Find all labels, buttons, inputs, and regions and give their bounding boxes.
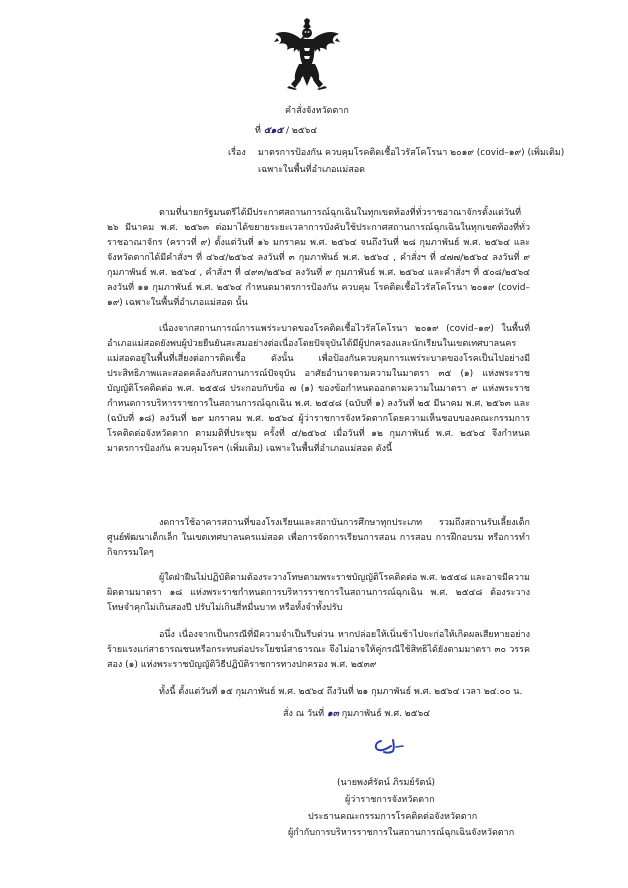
paragraph-effective-period: ทั้งนี้ ตั้งแต่วันที่ ๑๕ กุมภาพันธ์ พ.ศ. ๒๕๖๔ ถึงวันที่ ๒๑ กุมภาพันธ์ พ.ศ. ๒๕๖๔ เวลา ๒๔.๐๐ น. <box>159 687 523 697</box>
order-number-prefix: ที่ <box>255 126 261 136</box>
paragraph-measure: งดการใช้อาคารสถานที่ของโรงเรียนและสถาบันการศึกษาทุกประเภท รวมถึงสถานรับเลี้ยงเด็ก ศูนย์พัฒนาเด็กเล็ก ในเขตเทศบาลนครแม่สอด เพื่อการจัดการเรียนการสอน การสอบ การฝึกอบรม หรือการทำกิจกรรมใดๆ <box>107 518 530 558</box>
subject-label: เรื่อง <box>228 148 246 158</box>
order-number <box>255 124 317 139</box>
paragraph-reasoning: เนื่องจากสถานการณ์การแพร่ระบาดของโรคติดเชื้อไวรัสโคโรนา ๒๐๑๙ (covid–๑๙) ในพื้นที่อำเภอแม่สอดยังพบผู้ป่วยยืนยันสะสมอย่างต่อเนื่องโดยปัจจุบันได้มีผู้ปกครองและนักเรียนในเขตเทศบาลนครแม่สอดอยู่ในพื้นที่เสี่ยงต่อการติดเชื้อ ดังนั้น เพื่อป้องกันควบคุมการแพร่ระบาดของโรคเป็นไปอย่างมีประสิทธิภาพและสอดคล้องกับสถานการณ์ปัจจุบัน อาศัยอำนาจตามความในมาตรา ๓๕ (๑) แห่งพระราชบัญญัติโรคติดต่อ พ.ศ. ๒๕๕๘ ประกอบกับข้อ ๗ (๑) ของข้อกำหนดออกตามความในมาตรา ๙ แห่งพระราชกำหนดการบริหารราชการในสถานการณ์ฉุกเฉิน พ.ศ. ๒๕๔๘ (ฉบับที่ ๑) ลงวันที่ ๒๕ มีนาคม พ.ศ. ๒๕๖๓ และ (ฉบับที่ ๑๘) ลงวันที่ ๒๙ มกราคม พ.ศ. ๒๕๖๔ ผู้ว่าราชการจังหวัดตากโดยความเห็นชอบของคณะกรรมการโรคติดต่อจังหวัดตาก ตามมติที่ประชุม ครั้งที่ ๔/๒๕๖๔ เมื่อวันที่ ๑๒ กุมภาพันธ์ พ.ศ. ๒๕๖๔ จึงกำหนดมาตรการป้องกัน ควบคุมโรคฯ (เพิ่มเติม) เฉพาะในพื้นที่อำเภอแม่สอด ดังนี้ <box>107 324 530 454</box>
signatory-title-committee-chair: ประธานคณะกรรมการโรคติดต่อจังหวัดตาก <box>308 812 478 822</box>
subject-line-2: เฉพาะในพื้นที่อำเภอแม่สอด <box>258 165 365 175</box>
ordered-date-suffix: กุมภาพันธ์ พ.ศ. ๒๕๖๔ <box>341 709 431 719</box>
subject-line-1: มาตรการป้องกัน ควบคุมโรคติดเชื้อไวรัสโคโรนา ๒๐๑๙ (covid–๑๙) (เพิ่มเติม) <box>258 148 565 158</box>
order-number-handwritten: ๕๑๕ <box>263 126 284 136</box>
ordered-date-prefix: สั่ง ณ วันที่ <box>283 709 325 719</box>
ordered-date <box>283 707 430 722</box>
signatory-name: (นายพงศ์รัตน์ ภิรมย์รัตน์) <box>337 778 436 788</box>
handwritten-signature-icon <box>372 737 406 755</box>
signatory-title-governor: ผู้ว่าราชการจังหวัดตาก <box>345 795 435 805</box>
garuda-emblem-icon <box>273 18 341 90</box>
paragraph-penalty: ผู้ใดฝ่าฝืนไม่ปฏิบัติตามต้องระวางโทษตามพระราชบัญญัติโรคติดต่อ พ.ศ. ๒๕๕๘ และอาจมีความผิดตามมาตรา ๑๘ แห่งพระราชกำหนดการบริหารราชการในสถานการณ์ฉุกเฉิน พ.ศ. ๒๕๔๘ ต้องระวางโทษจำคุกไม่เกินสองปี ปรับไม่เกินสี่หมื่นบาท หรือทั้งจำทั้งปรับ <box>107 573 530 613</box>
ordered-day-handwritten: ๑๓ <box>326 709 339 719</box>
paragraph-background: ตามที่นายกรัฐมนตรีได้มีประกาศสถานการณ์ฉุกเฉินในทุกเขตท้องที่ทั่วราชอาณาจักรตั้งแต่วันที่ ๒๖ มีนาคม พ.ศ. ๒๕๖๓ ต่อมาได้ขยายระยะเวลาการบังคับใช้ประกาศสถานการณ์ฉุกเฉินในทุกเขตท้องที่ทั่วราชอาณาจักร (คราวที่ ๙) ตั้งแต่วันที่ ๑๖ มกราคม พ.ศ. ๒๕๖๔ จนถึงวันที่ ๒๘ กุมภาพันธ์ พ.ศ. ๒๕๖๔ และจังหวัดตากได้มีคำสั่งฯ ที่ ๔๖๔/๒๕๖๔ ลงวันที่ ๓ กุมภาพันธ์ พ.ศ. ๒๕๖๔ , คำสั่งฯ ที่ ๔๗๗/๒๕๖๔ ลงวันที่ ๙ กุมภาพันธ์ พ.ศ. ๒๕๖๔ , คำสั่งฯ ที่ ๔๙๓/๒๕๖๔ ลงวันที่ ๙ กุมภาพันธ์ พ.ศ. ๒๕๖๔ และคำสั่งฯ ที่ ๕๐๘/๒๕๖๔ ลงวันที่ ๑๑ กุมภาพันธ์ พ.ศ. ๒๕๖๔ กำหนดมาตรการป้องกัน ควบคุม โรคติดเชื้อไวรัสโคโรนา ๒๐๑๙ (covid–๑๙) เฉพาะในพื้นที่อำเภอแม่สอด นั้น <box>107 208 530 308</box>
paragraph-urgency: อนึ่ง เนื่องจากเป็นกรณีที่มีความจำเป็นรีบด่วน หากปล่อยให้เนิ่นช้าไปจะก่อให้เกิดผลเสียหายอย่างร้ายแรงแก่สาธารณชนหรือกระทบต่อประโยชน์สาธารณะ จึงไม่อาจให้คู่กรณีใช้สิทธิได้ยังตามมาตรา ๓๐ วรรคสอง (๑) แห่งพระราชบัญญัติวิธีปฏิบัติราชการทางปกครอง พ.ศ. ๒๕๓๙ <box>107 630 530 670</box>
order-title: คำสั่งจังหวัดตาก <box>285 106 349 116</box>
signatory-title-emergency-supervisor: ผู้กำกับการบริหารราชการในสถานการณ์ฉุกเฉินจังหวัดตาก <box>288 828 515 838</box>
order-number-suffix: / ๒๕๖๔ <box>286 126 318 136</box>
